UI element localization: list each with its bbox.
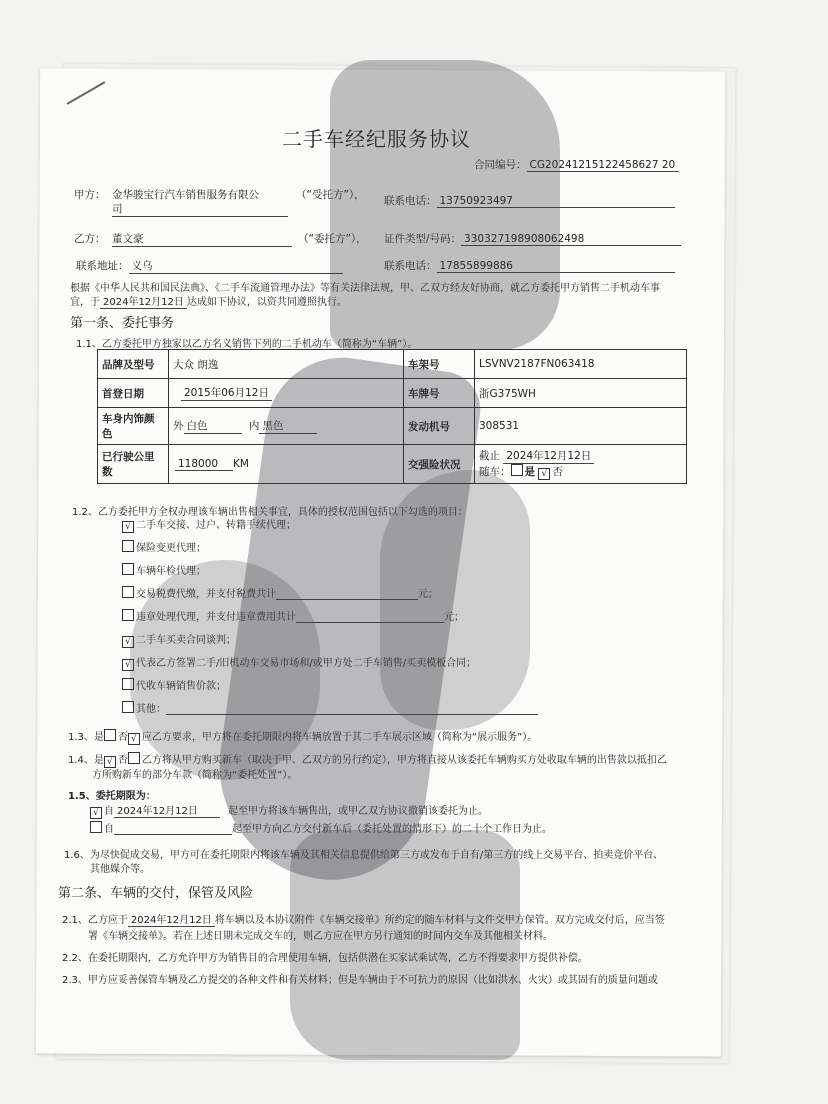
clause-2-2: 2.2、在委托期限内，乙方允许甲方为销售目的合理使用车辆，包括供潜在买家试乘试驾，乙方不得要求甲方提供补偿。	[62, 953, 588, 964]
option-label: 二手车买卖合同谈判；	[136, 635, 236, 646]
party-a-label: 甲方：	[74, 189, 106, 201]
clause-2-1-prefix: 2.1、乙方应于	[62, 915, 128, 926]
clause-2-1-text: 将车辆以及本协议附件《车辆交接单》所约定的随车材料与文件交甲方保管。双方完成交付后，应当签	[214, 915, 665, 926]
clause-1-1: 1.1、乙方委托甲方独家以乙方名义销售下列的二手机动车（简称为“车辆”）。	[76, 339, 418, 350]
term-line-1	[90, 802, 488, 819]
option-row	[122, 608, 464, 623]
party-a-name-line2: 司	[112, 201, 288, 217]
brand-label: 品牌及型号	[98, 350, 169, 379]
party-a-role: （“受托方”），	[296, 189, 365, 201]
insurance-with-label: 随车：	[479, 466, 511, 478]
clause-1-3-no: 否	[117, 732, 128, 743]
party-a-phone-row	[384, 193, 675, 208]
brand-value: 大众 朗逸	[169, 350, 404, 379]
option-row	[122, 654, 476, 671]
clause-1-3-text: 应乙方要求，甲方将在委托期限内将车辆放置于其二手车展示区域（简称为“展示服务”）。	[141, 732, 538, 743]
clause-2-1-date: 2024年12月12日	[128, 911, 215, 927]
vin-value: LSVNV2187FN063418	[475, 350, 687, 379]
party-b-id: 330327198908062498	[461, 233, 681, 246]
preamble-suffix: 达成如下协议，以资共同遵照执行。	[186, 297, 347, 308]
table-row	[98, 350, 687, 379]
option-label: 二手车交接、过户、转籍手续代理；	[136, 520, 296, 531]
term-2-prefix: 自	[104, 824, 114, 835]
option-row	[122, 562, 206, 577]
clause-1-5-title: 1.5、委托期限为：	[68, 791, 156, 802]
engine-value: 308531	[475, 408, 687, 445]
party-b-id-label: 证件类型/号码：	[384, 233, 462, 245]
party-b-address: 义乌	[129, 258, 343, 274]
exterior-prefix: 外	[173, 420, 184, 432]
clause-1-6-line1: 1.6、为尽快促成交易，甲方可在委托期限内将该车辆及其相关信息提供给第三方或发布于自有/第三方的线上交易平台、拍卖竞价平台、	[64, 850, 664, 861]
clause-1-3-no-checkbox[interactable]: √	[128, 733, 140, 745]
mileage-label: 已行驶公里数	[98, 445, 169, 484]
document-title: 二手车经纪服务协议	[282, 127, 471, 151]
insurance-with-row	[479, 464, 682, 480]
clause-1-4-no: 否	[117, 755, 128, 766]
preamble-prefix: 宜，于	[70, 297, 100, 308]
option-row	[122, 631, 236, 648]
option-row	[122, 585, 438, 600]
party-b-address-label: 联系地址：	[76, 260, 129, 272]
clause-2-3: 2.3、甲方应妥善保管车辆及乙方提交的各种文件和有关材料；但是车辆由于不可抗力的原因（比如洪水、火灾）或其固有的质量问题或	[62, 975, 658, 986]
option-checkbox[interactable]	[122, 586, 134, 598]
contract-number-value: CG20241215122458627 20	[527, 159, 679, 172]
violation-amount-blank[interactable]	[296, 610, 444, 623]
option-checkbox[interactable]	[122, 540, 134, 552]
clause-1-2: 1.2、乙方委托甲方全权办理该车辆出售相关事宜，具体的授权范围包括以下勾选的项目：	[72, 507, 468, 518]
option-checkbox[interactable]: √	[122, 636, 134, 648]
option-label: 保险变更代理；	[136, 543, 206, 554]
option-suffix: 元；	[444, 612, 464, 623]
interior-color: 黑色	[259, 418, 317, 434]
insurance-date: 2024年12月12日	[503, 448, 594, 464]
vin-label: 车架号	[404, 350, 475, 379]
insurance-date-row	[479, 448, 682, 464]
clause-1-6-line2: 其他媒介等。	[90, 864, 150, 875]
option-label: 代收车辆销售价款；	[136, 681, 226, 692]
insurance-no-checkbox[interactable]: √	[538, 468, 550, 480]
plate-value: 浙G375WH	[475, 379, 687, 408]
option-row	[122, 516, 296, 533]
option-row	[122, 700, 538, 715]
clause-1-4-no-checkbox[interactable]	[128, 752, 140, 764]
clause-1-4-yes: 1.4、是	[68, 755, 104, 766]
term-2-text: 起至甲方向乙方交付新车后（委托处置的情形下）的二十个工作日为止。	[232, 824, 552, 835]
option-label: 代表乙方签署二手/旧机动车交易市场和/或甲方处二手车销售/买卖模板合同；	[136, 658, 477, 669]
reg-date-value: 2015年06月12日	[181, 385, 272, 401]
option-checkbox[interactable]: √	[122, 521, 134, 533]
reg-date-cell	[169, 379, 404, 408]
mileage-value: 118000	[175, 458, 233, 471]
term-2-date-blank[interactable]	[114, 822, 232, 835]
plate-label: 车牌号	[404, 379, 475, 408]
clause-1-3-yes: 1.3、是	[68, 732, 104, 743]
party-b-phone-row	[384, 258, 675, 273]
engine-label: 发动机号	[404, 408, 475, 445]
clause-1-4-yes-checkbox[interactable]: √	[104, 756, 116, 768]
preamble-date: 2024年12月12日	[100, 293, 187, 309]
insurance-yes-label: 是	[524, 466, 535, 478]
option-checkbox[interactable]	[122, 563, 134, 575]
option-label: 交易税费代缴，并支付税费共计	[136, 589, 276, 600]
contract-number-row	[474, 157, 679, 172]
insurance-no-label: 否	[552, 466, 563, 478]
term-line-2	[90, 820, 552, 835]
option-checkbox[interactable]	[122, 609, 134, 621]
option-checkbox[interactable]	[122, 701, 134, 713]
preamble-line2	[70, 293, 347, 309]
other-blank[interactable]	[166, 702, 538, 715]
tax-amount-blank[interactable]	[276, 587, 418, 600]
party-a-phone-label: 联系电话：	[384, 195, 437, 207]
party-a-name-line1: 金华骏宝行汽车销售服务有限公	[112, 189, 259, 201]
insurance-cell	[475, 445, 687, 484]
interior-prefix: 内	[248, 420, 260, 432]
option-checkbox[interactable]	[122, 678, 134, 690]
table-row	[98, 379, 687, 408]
party-b-label: 乙方：	[74, 233, 106, 245]
reg-date-label: 首登日期	[98, 379, 169, 408]
clause-1-3	[68, 728, 537, 745]
option-label: 车辆年检代理；	[136, 566, 206, 577]
clause-1-3-yes-checkbox[interactable]	[104, 729, 116, 741]
vehicle-table	[97, 349, 687, 484]
clause-2-1-line2: 署《车辆交接单》。若在上述日期未完成交车的，则乙方应在甲方另行通知的时间内交车及其他相关材料。	[88, 931, 553, 942]
insurance-yes-checkbox[interactable]	[511, 464, 523, 476]
clause-1-4-text: 乙方将从甲方购买新车（取决于甲、乙双方的另行约定），甲方将直接从该委托车辆购买方处收取车辆的出售款以抵扣乙	[141, 755, 667, 766]
table-row	[98, 408, 687, 445]
color-cell	[169, 408, 404, 445]
mileage-cell	[169, 445, 404, 484]
term-1-checkbox[interactable]: √	[90, 807, 102, 819]
option-suffix: 元；	[418, 589, 438, 600]
party-b-id-row	[384, 231, 681, 246]
contract-number-label: 合同编号：	[474, 159, 527, 171]
party-b-phone: 17855899886	[437, 260, 675, 273]
option-row	[122, 677, 226, 692]
party-b-name: 董文豪	[112, 231, 292, 247]
option-row	[122, 539, 206, 554]
mileage-unit: KM	[233, 457, 249, 470]
section-1-heading: 第一条、委托事务	[70, 316, 175, 331]
party-b-role: （“委托方”），	[298, 233, 367, 245]
section-2-heading: 第二条、车辆的交付，保管及风险	[58, 886, 254, 901]
clause-2-1-line1	[62, 911, 665, 927]
term-1-text: 起至甲方将该车辆售出，或甲乙双方协议撤销该委托为止。	[228, 806, 488, 817]
option-checkbox[interactable]: √	[122, 659, 134, 671]
party-b-phone-label: 联系电话：	[384, 260, 437, 272]
term-2-checkbox[interactable]	[90, 821, 102, 833]
insurance-prefix: 截止	[479, 450, 500, 462]
term-1-date: 2024年12月12日	[114, 802, 220, 818]
party-a-phone: 13750923497	[437, 195, 675, 208]
color-label: 车身内饰颜色	[98, 408, 169, 445]
term-1-prefix: 自	[104, 806, 114, 817]
option-label: 其他：	[136, 704, 166, 715]
party-b-address-row	[76, 258, 343, 274]
exterior-color: 白色	[184, 418, 242, 434]
clause-1-4-line2: 方所购新车的部分车款（简称为“委托处置”）。	[92, 770, 298, 781]
table-row	[98, 445, 687, 484]
option-label: 违章处理代理，并支付违章费用共计	[136, 612, 296, 623]
preamble-line1: 根据《中华人民共和国民法典》、《二手车流通管理办法》等有关法律法规，甲、乙双方经友好协商，就乙方委托甲方销售二手机动车事	[70, 283, 660, 294]
insurance-label: 交强险状况	[404, 445, 475, 484]
